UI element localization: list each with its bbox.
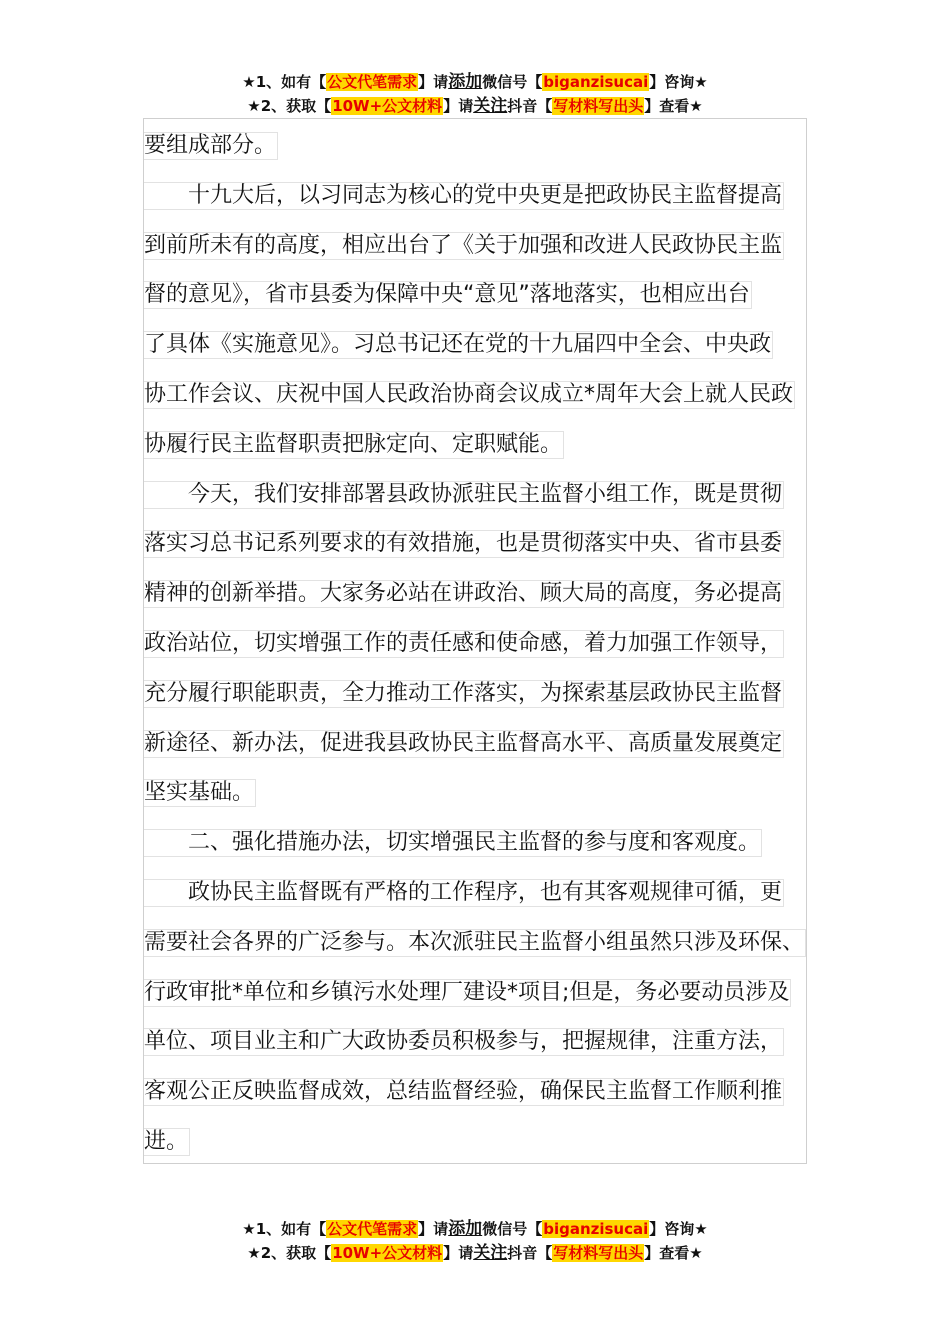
banner-line-1: ★1、如有【公文代笔需求】请添加微信号【biganzisucai】咨询★ xyxy=(242,1219,708,1239)
banner-highlight: 写材料写出头 xyxy=(553,1244,644,1262)
banner-line-1: ★1、如有【公文代笔需求】请添加微信号【biganzisucai】咨询★ xyxy=(242,72,708,92)
section-heading: 二、强化措施办法，切实增强民主监督的参与度和客观度。 xyxy=(144,819,824,869)
footer-banner xyxy=(0,1217,950,1265)
banner-highlight: biganzisucai xyxy=(543,73,649,91)
text-line: 协履行民主监督职责把脉定向、定职赋能。 xyxy=(144,431,563,457)
text-line: 落实习总书记系列要求的有效措施，也是贯彻落实中央、省市县委 xyxy=(144,531,783,557)
text-line: 今天，我们安排部署县政协派驻民主监督小组工作，既是贯彻 xyxy=(144,471,824,521)
text-line: 到前所未有的高度，相应出台了《关于加强和改进人民政协民主监 xyxy=(144,232,783,258)
text-line: 坚实基础。 xyxy=(144,780,255,806)
text-line: 十九大后，以习同志为核心的党中央更是把政协民主监督提高 xyxy=(144,172,824,222)
text-line: 政协民主监督既有严格的工作程序，也有其客观规律可循，更 xyxy=(144,869,824,919)
text-line: 精神的创新举措。大家务必站在讲政治、顾大局的高度，务必提高 xyxy=(144,581,783,607)
text-line: 要组成部分。 xyxy=(144,133,277,158)
text-line: 单位、项目业主和广大政协委员积极参与，把握规律，注重方法， xyxy=(144,1029,783,1055)
text-line: 进。 xyxy=(144,1128,189,1154)
banner-highlight: biganzisucai xyxy=(543,1220,649,1238)
text-line: 政治站位，切实增强工作的责任感和使命感，着力加强工作领导， xyxy=(144,630,783,656)
text-line: 行政审批*单位和乡镇污水处理厂建设*项目;但是，务必要动员涉及 xyxy=(144,979,790,1005)
header-banner xyxy=(0,70,950,118)
banner-line-2: ★2、获取【10W+公文材料】请关注抖音【写材料写出头】查看★ xyxy=(247,1243,703,1263)
document-body xyxy=(144,122,824,1168)
banner-highlight: 10W+公文材料 xyxy=(332,97,443,115)
banner-line-2: ★2、获取【10W+公文材料】请关注抖音【写材料写出头】查看★ xyxy=(247,96,703,116)
banner-highlight: 公文代笔需求 xyxy=(327,73,418,91)
text-line: 督的意见》，省市县委为保障中央“意见”落地落实，也相应出台 xyxy=(144,282,750,308)
text-line: 了具体《实施意见》。习总书记还在党的十九届四中全会、中央政 xyxy=(144,332,772,358)
text-line: 协工作会议、庆祝中国人民政治协商会议成立*周年大会上就人民政 xyxy=(144,381,794,407)
text-line: 新途径、新办法，促进我县政协民主监督高水平、高质量发展奠定 xyxy=(144,730,783,756)
banner-highlight: 公文代笔需求 xyxy=(327,1220,418,1238)
banner-highlight: 写材料写出头 xyxy=(553,97,644,115)
text-line: 充分履行职能职责，全力推动工作落实，为探索基层政协民主监督 xyxy=(144,680,783,706)
text-line: 客观公正反映监督成效，总结监督经验，确保民主监督工作顺利推 xyxy=(144,1079,783,1105)
text-line: 需要社会各界的广泛参与。本次派驻民主监督小组虽然只涉及环保、 xyxy=(144,929,805,955)
banner-highlight: 10W+公文材料 xyxy=(332,1244,443,1262)
